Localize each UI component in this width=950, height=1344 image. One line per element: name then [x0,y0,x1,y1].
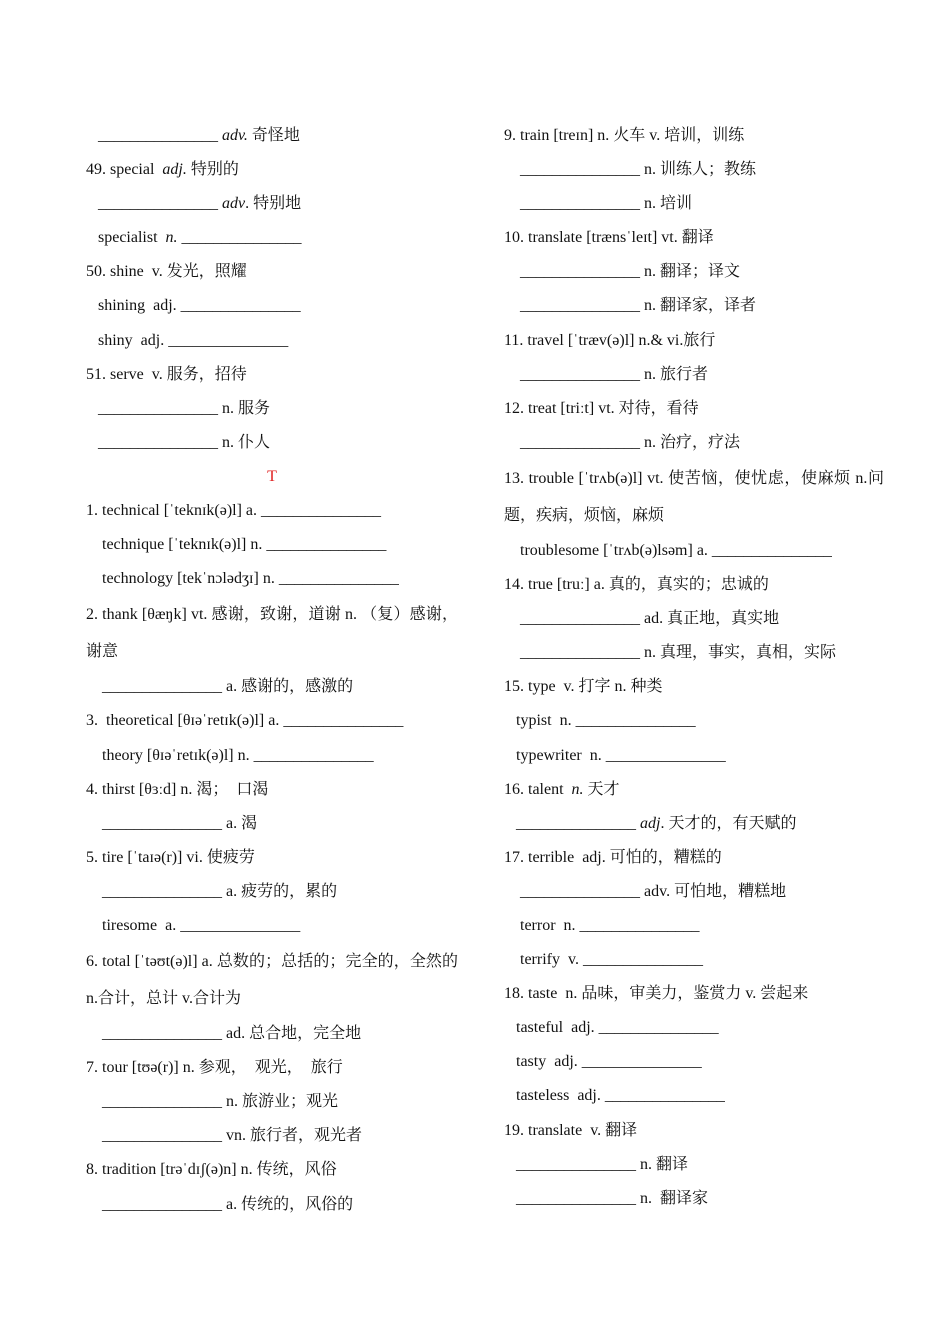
vocab-line [504,1148,884,1182]
vocab-line [504,255,884,289]
line-text: 8. tradition [trəˈdɪʃ(ə)n] n. 传统，风俗 [86,1161,337,1179]
line-text: theory [θɪəˈretɪk(ə)l] n. _______________ [102,746,374,764]
vocab-line [504,977,884,1011]
vocab-line [86,187,458,221]
line-text: _______________ [516,814,640,832]
line-text: 4. thirst [θɜːd] n. 渴； 口渴 [86,780,269,798]
vocab-line [86,358,458,392]
line-text: tiresome a. _______________ [102,916,301,934]
line-text: _______________ [98,127,222,144]
line-text: tasteless adj. _______________ [516,1087,725,1105]
line-text: 16. talent [504,780,572,798]
vocab-line [86,875,458,909]
vocab-line [504,221,884,255]
line-text: _______________ n. 仆人 [98,433,271,451]
line-text: 9. train [treɪn] n. 火车 v. 培训，训练 [504,127,745,144]
part-of-speech: adj. [162,161,187,179]
vocab-line [86,324,458,358]
line-text: 6. total [ˈtəʊt(ə)l] a. 总数的；总括的；完全的，全然的 n.合计，总计 v.合计为 [86,953,458,1008]
line-text: typewriter n. _______________ [516,746,726,764]
vocab-line [504,1011,884,1045]
line-text: . 天才的，有天赋的 [660,814,797,832]
line-text: 15. type v. 打字 n. 种类 [504,678,663,696]
line-text: _______________ n. 翻译家，译者 [520,297,757,315]
line-text: 天才 [583,780,620,798]
line-text: _______________ n. 翻译 [516,1155,689,1173]
vocab-line [86,739,458,773]
part-of-speech: n. [165,229,178,247]
vocab-line [86,494,458,528]
vocab-line [504,875,884,909]
line-text: 奇怪地 [247,127,300,144]
line-text: 51. serve v. 服务，招待 [86,365,247,383]
line-text: _______________ [98,195,222,213]
line-text: 7. tour [tʊə(r)] n. 参观， 观光， 旅行 [86,1059,343,1077]
vocab-line [504,602,884,636]
line-text: 17. terrible adj. 可怕的，糟糕的 [504,848,722,866]
vocab-line [504,568,884,602]
line-text: 50. shine v. 发光，照耀 [86,263,247,281]
vocab-line [86,1119,458,1153]
vocab-line [86,704,458,738]
vocab-line [86,255,458,289]
line-text: _______________ vn. 旅行者，观光者 [102,1127,363,1145]
vocab-line [86,221,458,255]
line-text: terror n. _______________ [520,916,700,934]
line-text: terrify v. _______________ [520,951,703,969]
vocab-line [504,392,884,426]
vocab-line [86,909,458,943]
vocab-line [504,1045,884,1079]
vocab-line [504,1079,884,1113]
vocab-line [86,1017,458,1051]
line-text: technology [tekˈnɔlədʒɪ] n. _______________ [102,570,399,588]
vocab-line [504,324,884,358]
vocab-line [504,943,884,977]
line-text: 14. true [truː] a. 真的，真实的；忠诚的 [504,576,769,594]
line-text: _______________ n. 翻译家 [516,1189,709,1207]
part-of-speech: adv [222,195,246,213]
line-text: _______________ n. 服务 [98,399,271,417]
line-text: _______________ n. 训练人；教练 [520,161,757,179]
line-text: 11. travel [ˈtræv(ə)l] n.& vi.旅行 [504,331,716,349]
line-text: 19. translate v. 翻译 [504,1121,638,1139]
vocab-line [86,153,458,187]
vocab-line [86,596,458,670]
vocab-line [504,807,884,841]
part-of-speech: adv. [222,127,248,144]
vocab-line [504,187,884,221]
section-heading [86,460,458,494]
line-text: 2. thank [θæŋk] vt. 感谢，致谢，道谢 n. （复）感谢，谢意 [86,606,458,661]
line-text: 18. taste n. 品味，审美力，鉴赏力 v. 尝起来 [504,985,809,1003]
vocab-line [504,739,884,773]
vocab-line [504,358,884,392]
vocab-line [86,841,458,875]
vocab-line [504,773,884,807]
line-text: 10. translate [trænsˈleɪt] vt. 翻译 [504,229,714,247]
line-text: _______________ ad. 总合地，完全地 [102,1025,362,1043]
left-column [86,119,458,1222]
line-text: T [267,467,277,485]
line-text: technique [ˈteknɪk(ə)l] n. _______________ [102,536,387,554]
vocab-line [86,426,458,460]
line-text: _______________ n. 治疗，疗法 [520,433,741,451]
part-of-speech: n. [571,780,584,798]
line-text: _______________ a. 渴 [102,814,258,832]
line-text: tasty adj. _______________ [516,1053,702,1071]
line-text: _______________ n. 旅行者 [520,365,709,383]
line-text: _______________ ad. 真正地，真实地 [520,610,780,628]
line-text: _______________ n. 真理，事实，真相，实际 [520,644,837,662]
vocab-line [504,534,884,568]
line-text: 49. special [86,161,163,179]
line-text: _______________ n. 旅游业；观光 [102,1093,339,1111]
vocab-line [86,670,458,704]
right-column [504,119,884,1216]
line-text: typist n. _______________ [516,712,696,730]
line-text: specialist [98,229,166,247]
line-text: . 特别地 [245,195,302,213]
vocab-line [504,426,884,460]
vocab-line [504,460,884,534]
part-of-speech: adj [640,814,661,832]
vocab-line [86,1085,458,1119]
vocab-line [86,392,458,426]
vocab-line [504,636,884,670]
vocab-line [504,909,884,943]
line-text: _______________ [177,229,302,247]
vocab-line [86,943,458,1017]
line-text: shiny adj. _______________ [98,331,289,349]
line-text: _______________ a. 传统的，风俗的 [102,1195,354,1213]
vocab-line [86,807,458,841]
line-text: troublesome [ˈtrʌb(ə)lsəm] a. _______________ [520,541,832,559]
vocab-line [504,670,884,704]
line-text: 3. theoretical [θɪəˈretɪk(ə)l] a. _______________ [86,712,404,730]
vocab-line [504,119,884,153]
line-text: 1. technical [ˈteknɪk(ə)l] a. _______________ [86,502,382,520]
vocab-line [86,1051,458,1085]
vocab-line [86,528,458,562]
vocab-line [504,1182,884,1216]
line-text: _______________ a. 感谢的，感激的 [102,678,354,696]
line-text: _______________ n. 翻译；译文 [520,263,741,281]
vocab-line [504,1114,884,1148]
line-text: tasteful adj. _______________ [516,1019,719,1037]
vocab-line [86,119,458,153]
line-text: _______________ adv. 可怕地，糟糕地 [520,882,787,900]
line-text: 特别的 [186,161,239,179]
vocab-line [86,1188,458,1222]
vocab-line [504,704,884,738]
vocab-line [86,773,458,807]
vocab-line [86,1153,458,1187]
vocab-line [504,153,884,187]
vocab-line [504,841,884,875]
vocab-line [504,289,884,323]
line-text: _______________ a. 疲劳的，累的 [102,882,338,900]
vocab-line [86,289,458,323]
line-text: 12. treat [triːt] vt. 对待，看待 [504,399,699,417]
line-text: 5. tire [ˈtaɪə(r)] vi. 使疲劳 [86,848,255,866]
vocab-line [86,562,458,596]
line-text: _______________ n. 培训 [520,195,693,213]
line-text: shining adj. _______________ [98,297,301,315]
line-text: 13. trouble [ˈtrʌb(ə)l] vt. 使苦恼，使忧虑，使麻烦 n.问题，疾病，烦恼，麻烦 [504,469,884,524]
